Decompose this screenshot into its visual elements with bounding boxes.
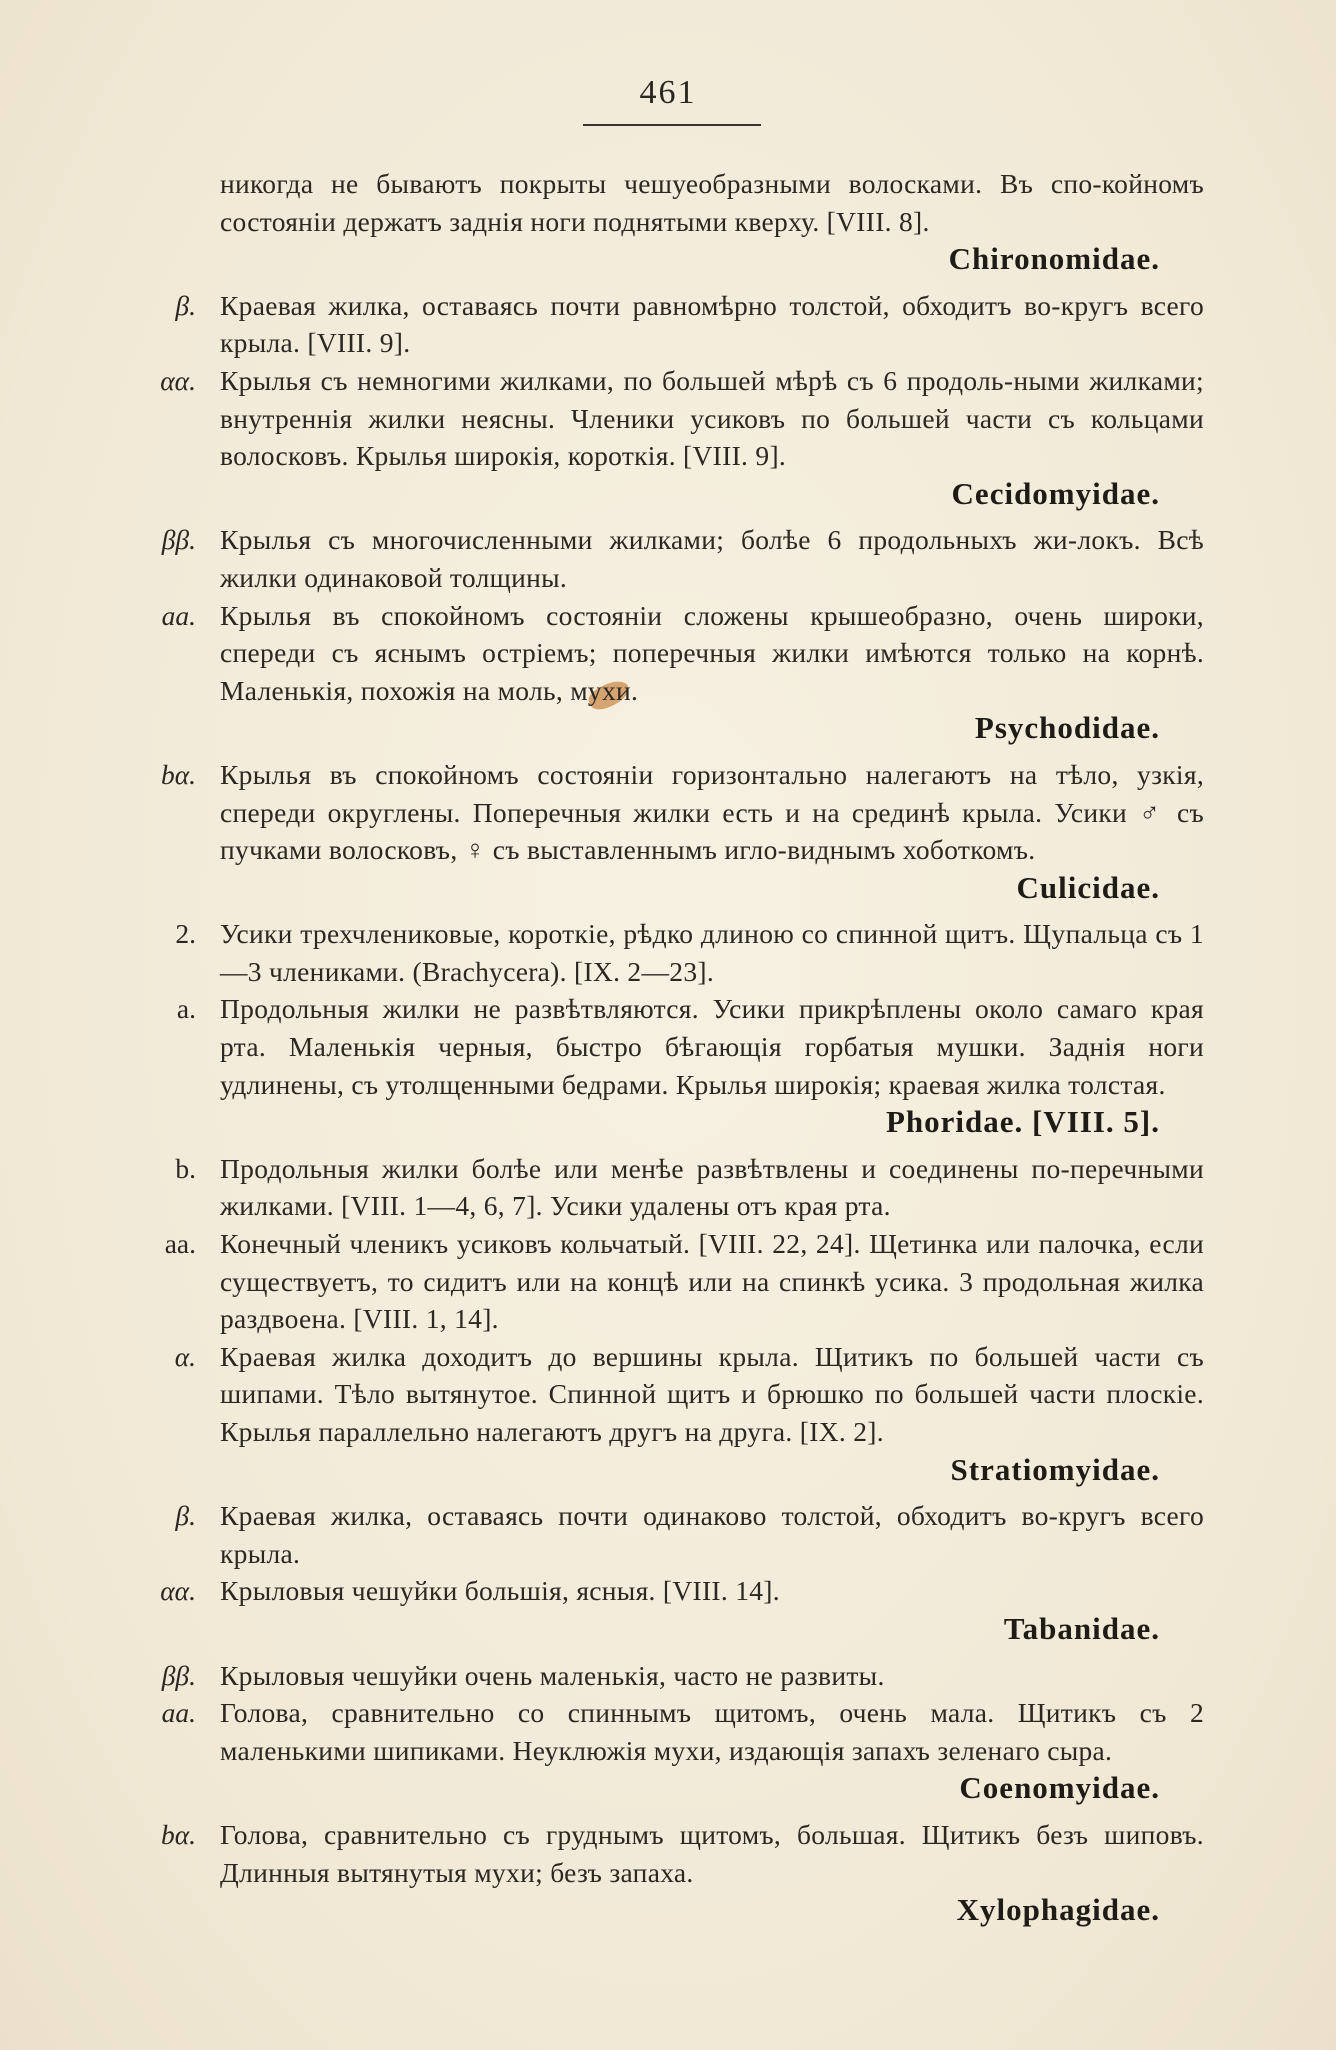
- entry-marker: ββ.: [161, 524, 196, 556]
- entry-text: Продольныя жилки не развѣтвляются. Усики прикрѣплены около самаго края рта. Маленькія черныя, быстро бѣгающія горбатыя мушки. Заднія ноги удлинены, съ утолщенными бедрами. Крылья широкія; краевая жилка толстая.: [220, 993, 1204, 1100]
- key-entry: [0, 521, 1336, 596]
- entry-marker: α.: [174, 1340, 196, 1372]
- page-number: 461: [639, 74, 697, 111]
- key-entry: [0, 597, 1336, 748]
- entry-text: Крылья въ спокойномъ состояніи сложены крышеобразно, очень широки, спереди съ яснымъ остріемъ; поперечныя жилки имѣются только на корнѣ. Маленькія, похожія на моль, мухи.: [220, 599, 1204, 706]
- entry-marker: β.: [175, 289, 196, 321]
- key-entry: [0, 1657, 1336, 1695]
- entry-text: Краевая жилка, оставаясь почти одинаково толстой, обходитъ во-кругъ всего крыла.: [220, 1500, 1204, 1569]
- entry-marker: αα.: [160, 364, 196, 396]
- entry-text: Краевая жилка доходитъ до вершины крыла. Щитикъ по большей части съ шипами. Тѣло вытянутое. Спинной щитъ и брюшко по большей части плоскіе. Крылья параллельно налегаютъ другъ на друга. [IX. 2].: [220, 1340, 1204, 1447]
- entry-text: никогда не бываютъ покрыты чешуеобразными волосками. Въ спо-койномъ состояніи держатъ заднія ноги поднятыми кверху. [VIII. 8].: [220, 168, 1204, 237]
- entry-marker: 2.: [175, 918, 196, 950]
- family-name: Phoridae. [VIII. 5].: [885, 1104, 1160, 1140]
- family-name: Cecidomyidae.: [951, 475, 1160, 511]
- key-entry: [0, 1338, 1336, 1489]
- key-entry: [0, 165, 1336, 279]
- key-entry: [0, 990, 1336, 1141]
- entry-text: Крылья съ немногими жилками, по большей мѣрѣ съ 6 продоль-ными жилками; внутреннія жилки неясны. Членики усиковъ по большей части съ кольцами волосковъ. Крылья широкія, короткія. [VIII. 9].: [220, 364, 1204, 472]
- family-name: Xylophagidae.: [956, 1892, 1160, 1928]
- family-name: Culicidae.: [1016, 869, 1160, 905]
- key-text: [0, 165, 1336, 1930]
- family-name: Tabanidae.: [1003, 1610, 1160, 1646]
- key-entry: [0, 362, 1336, 513]
- key-entry: [0, 1694, 1336, 1808]
- entry-text: Усики трехчлениковые, короткіе, рѣдко длиною со спинной щитъ. Щупальца съ 1—3 члениками. (Brachycera). [IX. 2—23].: [220, 918, 1204, 987]
- family-name: Stratiomyidae.: [950, 1451, 1160, 1487]
- key-entry: [0, 1572, 1336, 1648]
- key-entry: [0, 1816, 1336, 1930]
- entry-marker: b.: [175, 1152, 196, 1184]
- key-entry: [0, 1497, 1336, 1572]
- entry-marker: aa.: [164, 1228, 196, 1260]
- entry-text: Крыловыя чешуйки очень маленькія, часто не развиты.: [220, 1659, 885, 1691]
- entry-marker: bα.: [160, 1818, 196, 1850]
- entry-text: Голова, сравнительно со спиннымъ щитомъ, очень мала. Щитикъ съ 2 маленькими шипиками. Неуклюжія мухи, издающія запахъ зеленаго сыра.: [220, 1697, 1204, 1766]
- entry-marker: aa.: [161, 1697, 196, 1729]
- key-entry: [0, 287, 1336, 362]
- key-entry: [0, 1150, 1336, 1225]
- entry-marker: ββ.: [161, 1659, 196, 1691]
- entry-text: Голова, сравнительно съ груднымъ щитомъ, большая. Щитикъ безъ шиповъ. Длинныя вытянутыя мухи; безъ запаха.: [220, 1818, 1204, 1888]
- entry-text: Крыловыя чешуйки большія, ясныя. [VIII. 14].: [220, 1575, 780, 1607]
- family-name: Psychodidae.: [974, 710, 1160, 746]
- family-name: Coenomyidae.: [959, 1770, 1160, 1806]
- entry-text: Крылья съ многочисленными жилками; болѣе 6 продольныхъ жи-локъ. Всѣ жилки одинаковой толщины.: [220, 524, 1204, 593]
- entry-text: Конечный членикъ усиковъ кольчатый. [VIII. 22, 24]. Щетинка или палочка, если существуетъ, то сидитъ или на концѣ или на спинкѣ усика. 3 продольная жилка раздвоена. [VIII. 1, 14].: [220, 1228, 1204, 1335]
- entry-marker: β.: [175, 1500, 196, 1532]
- entry-marker: αα.: [160, 1575, 196, 1607]
- entry-text: Продольныя жилки болѣе или менѣе развѣтвлены и соединены по-перечными жилками. [VIII. 1—4, 6, 7]. Усики удалены отъ края рта.: [220, 1152, 1204, 1222]
- entry-marker: a.: [176, 993, 196, 1025]
- entry-marker: bα.: [160, 758, 196, 790]
- key-entry: [0, 915, 1336, 990]
- entry-marker: aa.: [161, 599, 196, 631]
- entry-text: Крылья въ спокойномъ состояніи горизонтально налегаютъ на тѣло, узкія, спереди округлены. Поперечныя жилки есть и на срединѣ крыла. Усики ♂ съ пучками волосковъ, ♀ съ выставленнымъ игло-виднымъ хоботкомъ.: [220, 758, 1204, 866]
- entry-text: Краевая жилка, оставаясь почти равномѣрно толстой, обходитъ во-кругъ всего крыла. [VIII. 9].: [220, 289, 1204, 359]
- key-entry: [0, 756, 1336, 907]
- header-rule: [583, 124, 761, 126]
- family-name: Chironomidae.: [948, 241, 1160, 277]
- key-entry: [0, 1225, 1336, 1338]
